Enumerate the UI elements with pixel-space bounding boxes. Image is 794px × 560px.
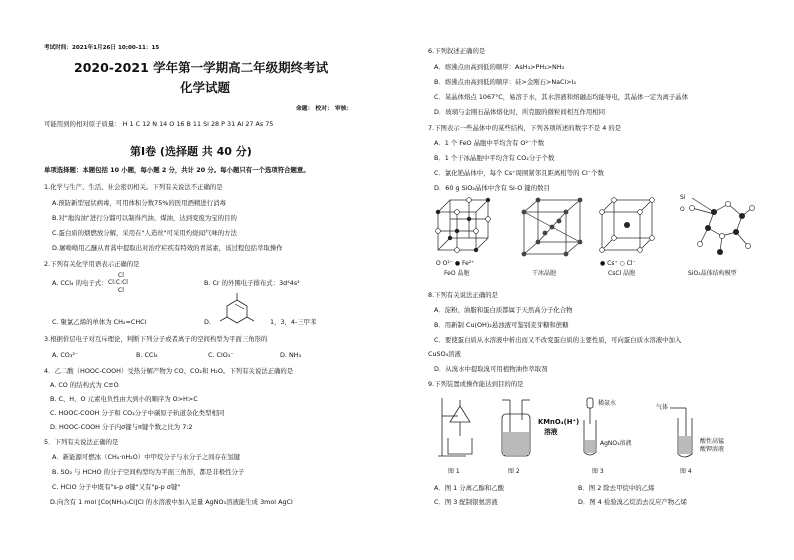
- q2-option-d-prefix: D.: [204, 318, 211, 326]
- ammonia-label: 稀氨水: [598, 400, 617, 407]
- q9-stem: 9.下列装置或操作能达到目的的是: [428, 380, 524, 388]
- q7-option-a: A．1 个 FeO 晶胞中平均含有 O²⁻个数: [434, 139, 545, 147]
- q2-ccl4-formula: Cl:C:Cl: [108, 279, 128, 286]
- figure-4-caption: 图 4: [680, 468, 692, 475]
- cscl-cell-diagram: [598, 196, 656, 256]
- acid-label-2: 酸钾溶液: [700, 446, 725, 453]
- gas-label: 气体: [656, 404, 669, 411]
- q9-option-b: B．图 2 除去甲烷中的乙烯: [578, 484, 655, 492]
- section-title: 第Ⅰ卷 (选择题 共 40 分): [130, 145, 252, 158]
- q2-option-d: 1，3，4-三甲苯: [270, 318, 317, 326]
- q1-option-d: D.屠呦呦用乙醚从青蒿中提取出对治疗疟疾有特效的青蒿素，该过程包括萃取操作: [52, 244, 283, 252]
- feo-caption: FeO 晶胞: [444, 270, 470, 277]
- q8-option-c-cont: CuSO₄溶液: [428, 350, 461, 358]
- q6-stem: 6.下列叙述正确的是: [428, 47, 486, 55]
- exam-title: 2020-2021 学年第一学期高二年级期终考试: [74, 60, 329, 75]
- q3-option-a: A. CO₃²⁻: [52, 351, 79, 359]
- q7-option-d: D．60 g SiO₂晶体中含有 Si-O 键的数目: [434, 184, 550, 192]
- cscl-caption: CsCl 晶胞: [608, 270, 636, 277]
- q5-option-c: C. HClO 分子中既有"s-p σ键"又有"p-p σ键": [52, 483, 181, 491]
- q2-option-c: C. 聚氯乙烯的单体为 CH₂=CHCl: [52, 318, 147, 326]
- cscl-legend: ● Cs⁺ ○ Cl⁻: [600, 260, 636, 267]
- dry-ice-caption: 干冰晶胞: [532, 270, 557, 277]
- si-label: Si: [680, 194, 686, 201]
- q6-option-a: A．熔沸点由高到低的顺序：AsH₃>PH₃>NH₃: [434, 63, 565, 71]
- q3-option-c: C. ClO₃⁻: [208, 351, 234, 359]
- acid-label-1: 酸性高锰: [700, 438, 725, 445]
- q1-stem: 1.化学与生产、生活、社会密切相关。下列有关说法不正确的是: [44, 183, 223, 191]
- q6-option-c: C．某晶体熔点 1067°C，易溶于水，其水溶液和熔融态均能导电，其晶体一定为离子晶体: [434, 93, 689, 101]
- exam-time: 考试时间：2021年1月26日 10:00-11：15: [44, 45, 160, 51]
- o-label: O: [680, 206, 685, 213]
- q3-stem: 3.根据价层电子对互斥理论，判断下列分子或者离子的空间构型为平面三角形的: [44, 335, 268, 343]
- figure-2-caption: 图 2: [508, 468, 520, 475]
- q3-option-d: D. NH₃: [280, 351, 302, 359]
- q1-option-c: C.蛋白质的烟燃放分解，采用在"人造丝"可采用灼烧闻气味的方法: [52, 229, 237, 237]
- q2-option-b: B. Cr 的外围电子排布式：3d⁴4s²: [204, 279, 300, 287]
- figure-2-gas-bottle: [496, 394, 536, 460]
- q2-cl-top: Cl: [118, 272, 124, 279]
- q7-option-b: B．1 个干冰晶胞中平均含有 CO₂分子个数: [434, 154, 555, 162]
- sio2-caption: SiO₂晶体结构模型: [688, 270, 737, 277]
- q4-option-c: C. HOOC-COOH 分子和 CO₂分子中碳原子轨道杂化类型相同: [50, 409, 225, 417]
- q6-option-b: B．熔沸点由高到低的顺序：硅>金刚石>NaCl>I₂: [434, 78, 577, 86]
- q8-option-c: C．要使蛋白质从水溶液中析出而又不改变蛋白质的主要性质，可向蛋白质水溶液中加入: [434, 336, 682, 344]
- trimethylbenzene-structure-icon: [212, 292, 262, 328]
- q5-option-d: D.向含有 1 mol [Co(NH₃)₅Cl]Cl 的水溶液中加入足量 AgNO₃溶液能生成 3mol AgCl: [50, 498, 293, 506]
- q2-option-a: A. CCl₄ 的电子式：: [52, 279, 108, 287]
- figure-3-caption: 图 3: [592, 468, 604, 475]
- sio2-model-diagram: [688, 192, 756, 264]
- q6-option-d: D．玻璃与金刚石晶体熔化时，所克服的微粒间相互作用相同: [434, 108, 606, 116]
- q4-option-b: B. C、H、O 元素电负性由大到小的顺序为 O>H>C: [50, 395, 198, 403]
- q2-stem: 2.下列有关化学用语表示正确的是: [44, 260, 140, 268]
- q8-option-b: B．用新制 Cu(OH)₂悬浊液可鉴别麦芽糖和蔗糖: [434, 321, 569, 329]
- q9-option-d: D．图 4 检验溴乙烷消去反应产物乙烯: [578, 498, 687, 506]
- kmno4-label: KMnO₄(H⁺): [538, 418, 580, 426]
- kmno4-label-2: 溶液: [544, 428, 558, 436]
- q8-option-d: D．从溴水中提取溴可用植物油作萃取剂: [434, 365, 548, 373]
- q8-option-a: A．淀粉、油脂和蛋白质都属于天然高分子化合物: [434, 306, 573, 314]
- q3-option-b: B. CCl₄: [136, 351, 158, 359]
- dry-ice-cell-diagram: [518, 194, 586, 260]
- q7-option-c: C．氯化铯晶体中，每个 Cs⁺周围紧邻且距离相等的 Cl⁻个数: [434, 169, 604, 177]
- instructions: 单项选择题：本题包括 10 小题，每小题 2 分，共计 20 分。每小题只有一个选项符合题意。: [44, 166, 310, 174]
- q9-option-a: A．图 1 分离乙醇和乙酸: [434, 484, 505, 492]
- atomic-masses: 可能用到的相对原子质量： H 1 C 12 N 14 O 16 B 11 Si 28 P 31 Al 27 As 75: [44, 120, 274, 128]
- q4-option-a: A. CO 的结构式为 C≡O: [50, 381, 119, 389]
- q1-option-a: A.预防新型冠状病毒，可用体积分数75%的医用酒精进行消毒: [52, 199, 226, 207]
- roles-line: 命题： 校对： 审核：: [296, 106, 353, 112]
- feo-cell-diagram: [434, 196, 494, 258]
- q8-stem: 8.下列有关说法正确的是: [428, 291, 499, 299]
- q5-stem: 5．下列有关说法正确的是: [44, 438, 119, 446]
- q2-cl-bottom: Cl: [118, 287, 124, 294]
- figure-4-gas-tube: [670, 396, 700, 460]
- q1-option-b: B.对"地沟油"进行分馏可以制得汽油、煤油，达到变废为宝的目的: [52, 214, 237, 222]
- figure-3-test-tube: [580, 396, 600, 460]
- figure-1-caption: 图 1: [448, 468, 460, 475]
- figure-1-separatory-funnel: [436, 394, 488, 460]
- subject-title: 化学试题: [180, 80, 231, 95]
- q7-stem: 7.下图表示一些晶体中的某些结构，下列各项所述的数字不是 4 的是: [428, 124, 622, 132]
- feo-legend: O O²⁻ ● Fe²⁺: [436, 260, 475, 267]
- q4-option-d: D. HOOC-COOH 分子内σ键与π键个数之比为 7:2: [50, 423, 193, 431]
- q5-option-a: A．新能源可燃冰（CH₄·nH₂O）中甲烷分子与水分子之间存在氢键: [52, 453, 241, 461]
- agno3-label: AgNO₃溶液: [600, 440, 632, 447]
- q9-option-c: C．图 3 配制银氨溶液: [434, 498, 498, 506]
- q5-option-b: B. SO₂ 与 HCHO 的分子空间构型均为平面三角形，都是非极性分子: [52, 468, 245, 476]
- q4-stem: 4．乙二酸（HOOC-COOH）受热分解产物为 CO、CO₂和 H₂O。下列有关说法正确的是: [44, 367, 294, 375]
